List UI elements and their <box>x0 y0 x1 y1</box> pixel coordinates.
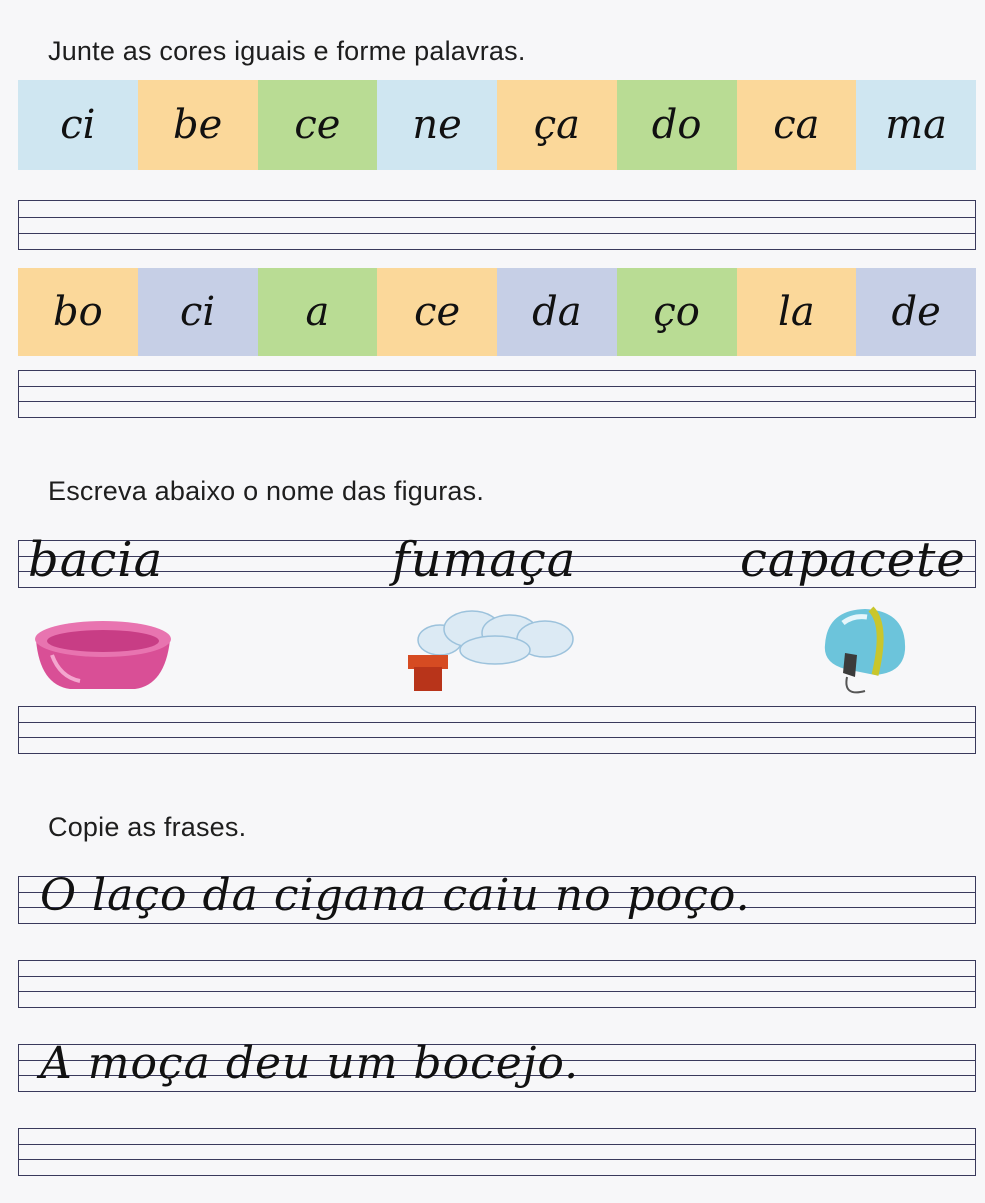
helmet-image <box>815 605 915 700</box>
word-capacete: capacete <box>740 532 966 588</box>
syllable-cell: ça <box>497 80 617 170</box>
instruction-join-colors: Junte as cores iguais e forme palavras. <box>48 36 526 66</box>
syllable-cell: ce <box>258 80 378 170</box>
sentence-2: A moça deu um bocejo. <box>40 1038 580 1089</box>
sentence-1: O laço da cigana caiu no poço. <box>40 870 751 921</box>
syllable-cell: ne <box>377 80 497 170</box>
syllable-strip-1 <box>18 80 976 170</box>
writing-line-2[interactable] <box>18 370 976 418</box>
syllable-cell: do <box>617 80 737 170</box>
syllable-cell: da <box>497 268 617 356</box>
syllable-cell: ca <box>737 80 857 170</box>
syllable-cell: a <box>258 268 378 356</box>
writing-line-4[interactable] <box>18 960 976 1008</box>
instruction-name-figures: Escreva abaixo o nome das figuras. <box>48 476 485 506</box>
word-fumaca: fumaça <box>392 532 577 588</box>
writing-line-3[interactable] <box>18 706 976 754</box>
syllable-cell: ma <box>856 80 976 170</box>
syllable-cell: be <box>138 80 258 170</box>
writing-line-5[interactable] <box>18 1128 976 1176</box>
syllable-cell: la <box>737 268 857 356</box>
syllable-cell: ci <box>18 80 138 170</box>
syllable-cell: ço <box>617 268 737 356</box>
syllable-cell: ce <box>377 268 497 356</box>
syllable-cell: bo <box>18 268 138 356</box>
writing-line-1[interactable] <box>18 200 976 250</box>
basin-image <box>30 615 175 695</box>
instruction-copy-sentences: Copie as frases. <box>48 812 247 842</box>
syllable-strip-2 <box>18 268 976 356</box>
syllable-cell: ci <box>138 268 258 356</box>
smoke-image <box>400 605 580 697</box>
syllable-cell: de <box>856 268 976 356</box>
word-bacia: bacia <box>28 532 164 588</box>
